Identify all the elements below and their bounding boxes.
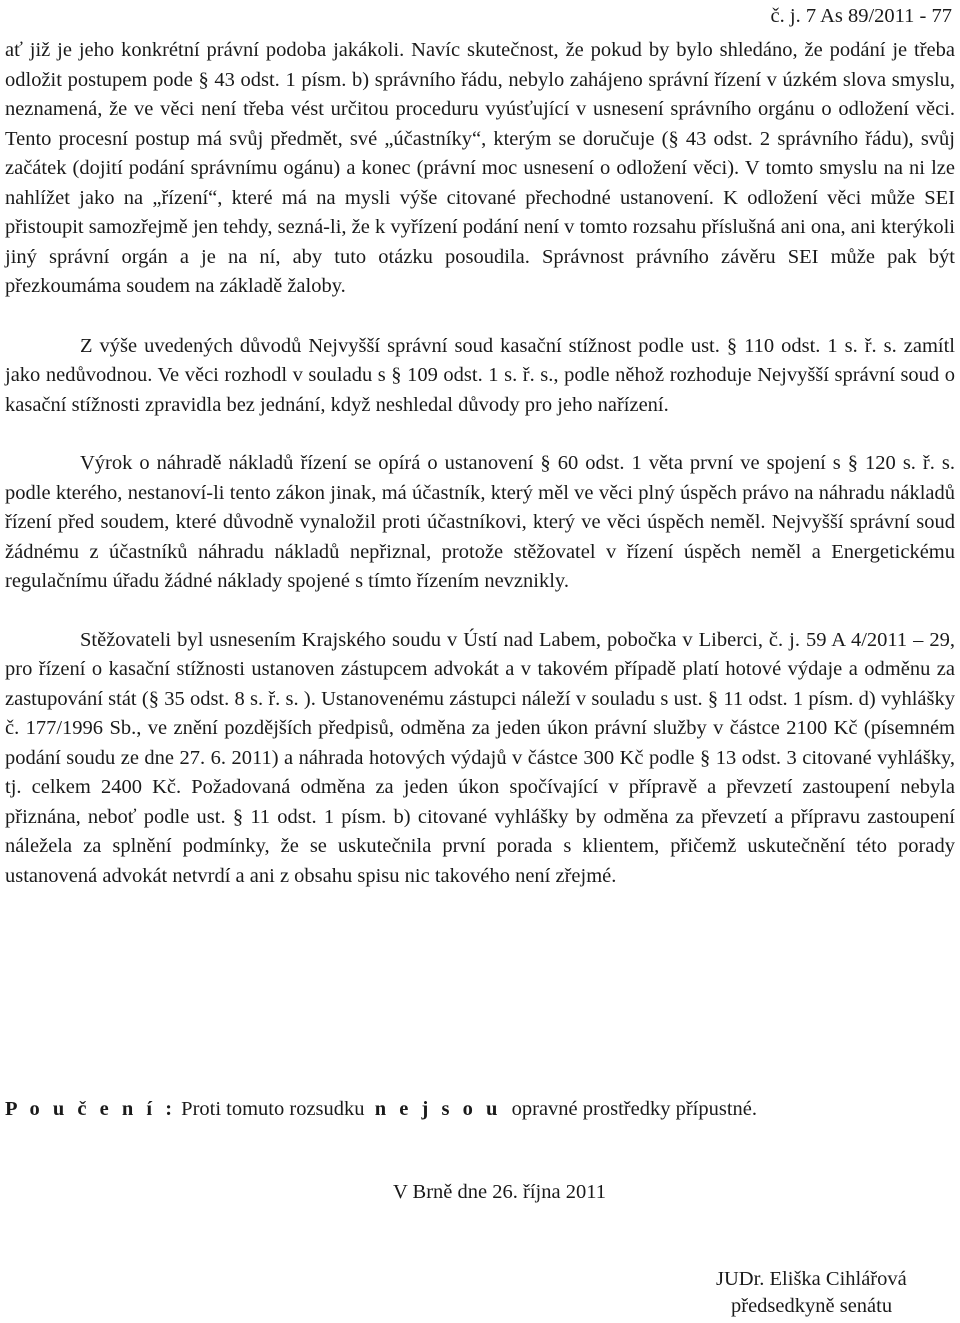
case-number: č. j. 7 As 89/2011 - 77 (770, 5, 952, 27)
paragraph-4: Stěžovateli byl usnesením Krajského soudu v Ústí nad Labem, pobočka v Liberci, č. j. 59 A 4/2011 – 29, pro řízení o kasační stížnosti ustanoven zástupcem advokát a v takovém případě platí hotové výdaje a odměnu za zastupování stát (§ 35 odst. 8 s. ř. s. ). Ustanovenému zástupci náleží v souladu s ust. § 11 odst. 1 písm. d) vyhlášky č. 177/1996 Sb., ve znění pozdějších předpisů, odměna za jeden úkon právní služby v částce 2100 Kč (písemném podání soudu ze dne 27. 6. 2011) a náhrada hotových výdajů v částce 300 Kč podle § 13 odst. 3 citované vyhlášky, tj. celkem 2400 Kč. Požadovaná odměna za jeden úkon spočívající v přípravě a převzetí zastoupení nebyla přiznána, neboť podle ust. § 11 odst. 1 písm. b) citované vyhlášky by odměna za převzetí a přípravu zastoupení náležela za splnění podmínky, že se uskutečnila první porada s klientem, přičemž uskutečnění této porady ustanovená advokát netvrdí a ani z obsahu spisu nic takového není zřejmé. (5, 628, 955, 887)
place-and-date: V Brně dne 26. října 2011 (393, 1181, 606, 1203)
instruction-text-after: opravné prostředky přípustné. (511, 1098, 757, 1120)
signatory-role: předsedkyně senátu (731, 1295, 893, 1317)
instruction-line (5, 1095, 955, 1125)
document-body (5, 36, 955, 891)
instruction-text-before: Proti tomuto rozsudku (181, 1098, 365, 1120)
signatory-name: JUDr. Eliška Cihlářová (716, 1268, 907, 1290)
paragraph-3: Výrok o náhradě nákladů řízení se opírá o ustanovení § 60 odst. 1 věta první ve spojení s § 120 s. ř. s. podle kterého, nestanoví-li tento zákon jinak, má účastník, který měl ve věci plný úspěch právo na náhradu nákladů řízení před soudem, které důvodně vynaložil proti účastníkovi, který ve věci úspěch neměl. Nejvyšší správní soud žádnému z účastníků náhradu nákladů nepřiznal, protože stěžovatel v řízení úspěch neměl a Energetickému regulačnímu úřadu žádné náklady spojené s tímto řízením nevznikly. (5, 452, 955, 592)
paragraph-2: Z výše uvedených důvodů Nejvyšší správní soud kasační stížnost podle ust. § 110 odst. 1 s. ř. s. zamítl jako nedůvodnou. Ve věci rozhodl v souladu s § 109 odst. 1 s. ř. s., podle něhož rozhoduje Nejvyšší správní soud o kasační stížnosti zpravidla bez jednání, když neshledal důvody pro jeho nařízení. (5, 334, 955, 416)
instruction-emphasis: n e j s o u (374, 1098, 502, 1120)
paragraph-1: ať již je jeho konkrétní právní podoba jakákoli. Navíc skutečnost, že pokud by bylo shledáno, že podání je třeba odložit postupem pode § 43 odst. 1 písm. b) správního řádu, nebylo zahájeno správní řízení v úzkém slova smyslu, neznamená, že ve věci není třeba vést určitou proceduru vyúsťující v usnesení správního orgánu o odložení věci. Tento procesní postup má svůj předmět, své „účastníky“, kterým se doručuje (§ 43 odst. 2 správního řádu), svůj začátek (dojití podání správnímu ogánu) a konec (právní moc usnesení o odložení věci). V tomto smyslu na ni lze nahlížet jako na „řízení“, které má na mysli výše citované přechodné ustanovení. K odložení věci může SEI přistoupit samozřejmě jen tehdy, sezná-li, že k vyřízení podání není v tomto rozsahu příslušná ani ona, ani kterýkoli jiný správní orgán a je na ní, aby tuto otázku posoudila. Správnost právního závěru SEI může pak být přezkoumáma soudem na základě žaloby. (5, 39, 955, 297)
instruction-label: P o u č e n í : (5, 1098, 177, 1120)
